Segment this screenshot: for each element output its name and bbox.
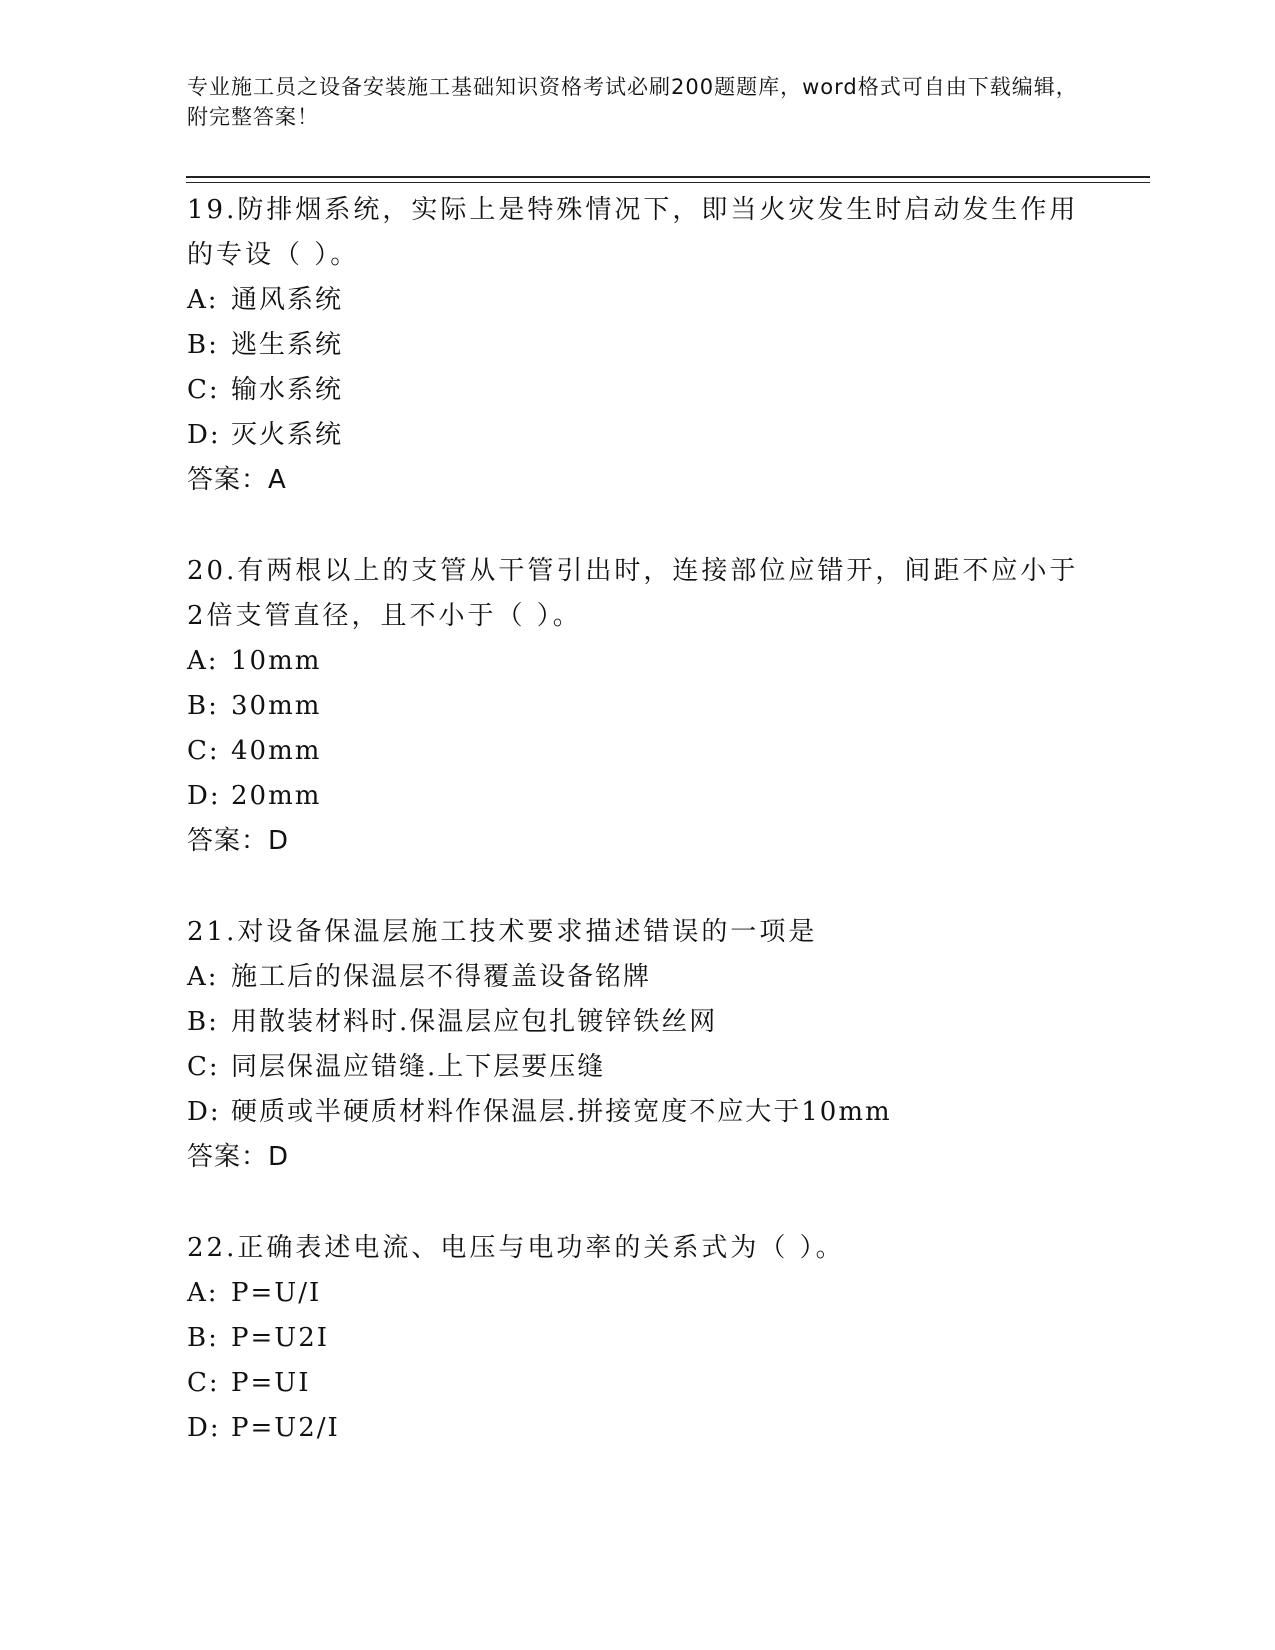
option-label: C:	[187, 736, 220, 766]
question-stem: 19.防排烟系统，实际上是特殊情况下，即当火灾发生时启动发生作用的专设（ ）。	[187, 195, 1079, 270]
question-22	[187, 1226, 1087, 1451]
option-a	[187, 278, 1087, 323]
option-b	[187, 684, 1087, 729]
question-20	[187, 549, 1087, 864]
question-stem: 21.对设备保温层施工技术要求描述错误的一项是	[187, 917, 818, 947]
option-text: 输水系统	[231, 375, 344, 405]
spacer	[187, 503, 1087, 549]
option-text: P=UI	[231, 1368, 311, 1398]
option-d	[187, 774, 1087, 819]
answer-line: 答案：D	[187, 1142, 290, 1172]
option-label: B:	[187, 1323, 219, 1353]
option-d	[187, 413, 1087, 458]
option-label: D:	[187, 420, 221, 450]
option-text: 灭火系统	[231, 420, 344, 450]
spacer	[187, 1180, 1087, 1226]
question-stem: 20.有两根以上的支管从干管引出时，连接部位应错开，间距不应小于2倍支管直径，且不小于（ ）。	[187, 556, 1079, 631]
option-label: A:	[187, 646, 219, 676]
question-21	[187, 910, 1087, 1180]
option-label: C:	[187, 1368, 220, 1398]
option-a	[187, 955, 1087, 1000]
option-text: 10mm	[231, 646, 322, 676]
option-label: A:	[187, 1278, 219, 1308]
option-d	[187, 1406, 1087, 1451]
option-c	[187, 368, 1087, 413]
option-text: 40mm	[231, 736, 322, 766]
option-b	[187, 323, 1087, 368]
option-a	[187, 639, 1087, 684]
option-text: 逃生系统	[231, 330, 344, 360]
option-text: P=U2/I	[231, 1413, 340, 1443]
option-label: A:	[187, 285, 219, 315]
option-label: B:	[187, 330, 219, 360]
option-label: D:	[187, 781, 221, 811]
option-c	[187, 729, 1087, 774]
option-text: P=U2I	[231, 1323, 330, 1353]
option-text: 30mm	[231, 691, 322, 721]
option-label: A:	[187, 962, 219, 992]
option-label: D:	[187, 1413, 221, 1443]
option-text: P=U/I	[231, 1278, 322, 1308]
option-c	[187, 1361, 1087, 1406]
answer-line: 答案：D	[187, 826, 290, 856]
option-label: B:	[187, 1007, 219, 1037]
answer-line: 答案：A	[187, 465, 287, 495]
header-divider-thick	[186, 176, 1150, 178]
spacer	[187, 864, 1087, 910]
option-c	[187, 1045, 1087, 1090]
option-text: 通风系统	[231, 285, 344, 315]
question-stem: 22.正确表述电流、电压与电功率的关系式为（ ）。	[187, 1233, 845, 1263]
option-text: 施工后的保温层不得覆盖设备铭牌	[231, 962, 652, 992]
header-divider-thin	[186, 182, 1150, 183]
option-text: 20mm	[231, 781, 322, 811]
option-text: 用散装材料时.保温层应包扎镀锌铁丝网	[231, 1007, 718, 1037]
document-header: 专业施工员之设备安装施工基础知识资格考试必刷200题题库，word格式可自由下载编辑，附完整答案！	[187, 75, 1078, 129]
question-19	[187, 188, 1087, 503]
option-d	[187, 1090, 1087, 1135]
option-text: 同层保温应错缝.上下层要压缝	[231, 1052, 606, 1082]
option-label: B:	[187, 691, 219, 721]
option-a	[187, 1271, 1087, 1316]
option-label: C:	[187, 375, 220, 405]
option-b	[187, 1000, 1087, 1045]
question-list	[187, 188, 1087, 1451]
option-label: D:	[187, 1097, 221, 1127]
option-b	[187, 1316, 1087, 1361]
option-label: C:	[187, 1052, 220, 1082]
option-text: 硬质或半硬质材料作保温层.拼接宽度不应大于10mm	[231, 1097, 892, 1127]
